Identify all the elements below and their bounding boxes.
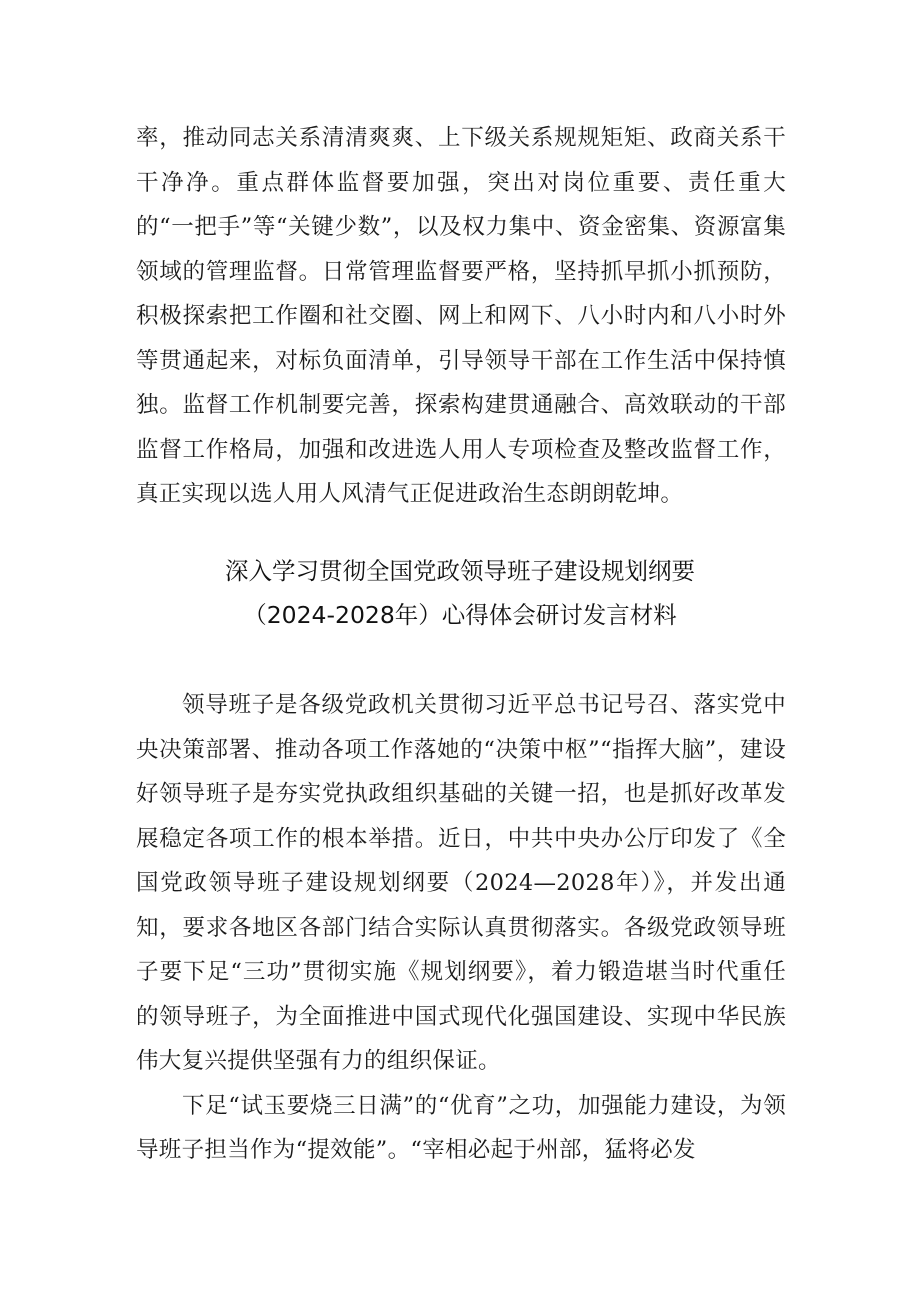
document-title (100, 549, 820, 637)
body-paragraph-2: 下足“试玉要烧三日满”的“优育”之功，加强能力建设，为领导班子担当作为“提效能”。“宰相必起于州部，猛将必发 (136, 1092, 786, 1163)
body-section (136, 683, 786, 1173)
title-line-1: 深入学习贯彻全国党政领导班子建设规划纲要 (225, 557, 695, 585)
continuation-section (136, 116, 786, 517)
title-line-2: （2024-2028年）心得体会研讨发言材料 (243, 601, 677, 629)
body-paragraph-1: 领导班子是各级党政机关贯彻习近平总书记号召、落实党中央决策部署、推动各项工作落她的“决策中枢”“指挥大脑”，建设好领导班子是夯实党执政组织基础的关键一招，也是抓好改革发展稳定各项工作的根本举措。近日，中共中央办公厅印发了《全国党政领导班子建设规划纲要（2024—2028年）》，并发出通知，要求各地区各部门结合实际认真贯彻落实。各级党政领导班子要下足“三功”贯彻实施《规划纲要》，着力锻造堪当时代重任的领导班子，为全面推进中国式现代化强国建设、实现中华民族伟大复兴提供坚强有力的组织保证。 (136, 692, 786, 1074)
continuation-paragraph: 率，推动同志关系清清爽爽、上下级关系规规矩矩、政商关系干干净净。重点群体监督要加强，突出对岗位重要、责任重大的“一把手”等“关键少数”，以及权力集中、资金密集、资源富集领域的管理监督。日常管理监督要严格，坚持抓早抓小抓预防，积极探索把工作圈和社交圈、网上和网下、八小时内和八小时外等贯通起来，对标负面清单，引导领导干部在工作生活中保持慎独。监督工作机制要完善，探索构建贯通融合、高效联动的干部监督工作格局，加强和改进选人用人专项检查及整改监督工作，真正实现以选人用人风清气正促进政治生态朗朗乾坤。 (136, 125, 786, 507)
